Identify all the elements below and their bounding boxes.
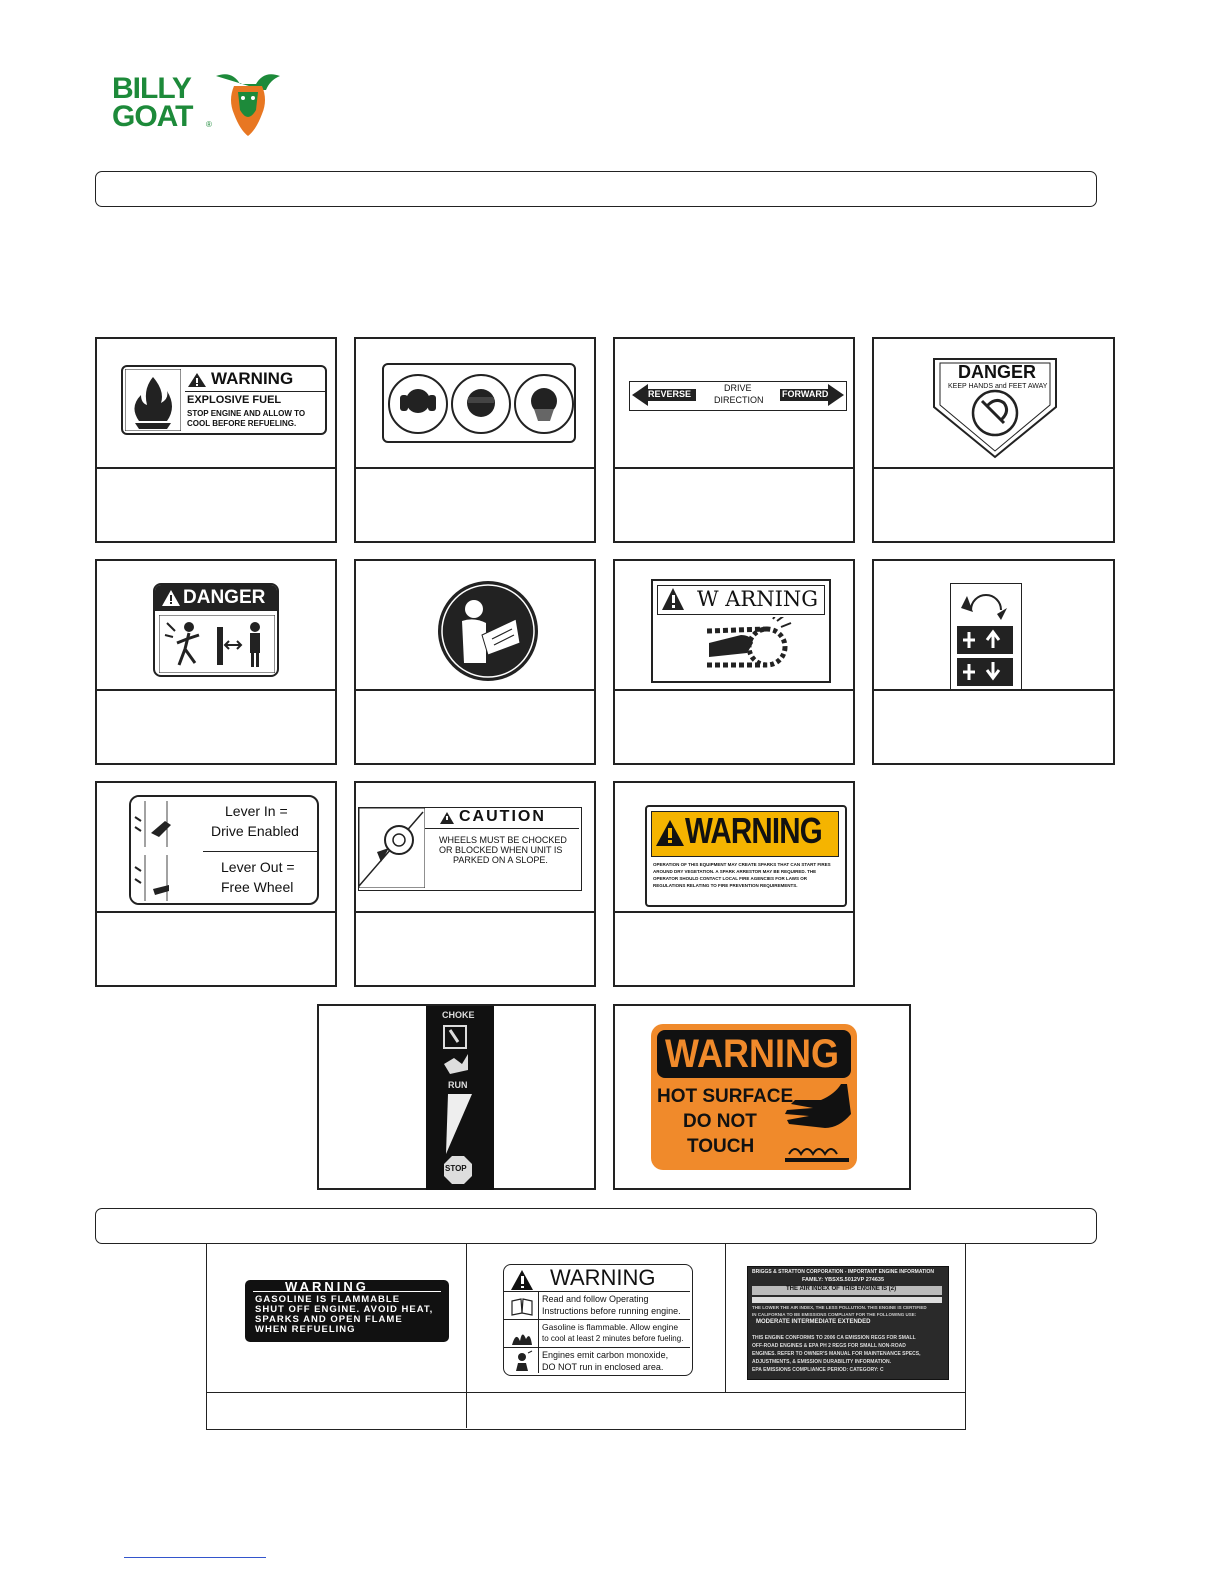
decal-line: DO NOT run in enclosed area. [542, 1362, 664, 1372]
ppe-icons [388, 371, 574, 437]
danger-thrown-objects-decal [153, 583, 279, 677]
decal-line: DO NOT [683, 1111, 757, 1132]
decal-image-area [874, 561, 1113, 691]
decal-image-area [97, 339, 335, 469]
gasoline-warning-decal [245, 1280, 449, 1342]
operating-warning-decal [503, 1264, 693, 1376]
decal-heading: WARNING [550, 1265, 656, 1290]
engine-warning-icons [510, 1295, 534, 1371]
decal-heading: DANGER [958, 362, 1037, 382]
drive-direction-decal [629, 381, 847, 411]
warning-triangle-icon [161, 589, 181, 607]
decal-image-area [615, 783, 853, 913]
decal-line: TOUCH [687, 1136, 755, 1157]
decal-heading: DANGER [183, 587, 266, 608]
decal-body: OPERATION OF THIS EQUIPMENT MAY CREATE SPARKS THAT CAN START FIRES AROUND DRY VEGETATION. A SPARK ARRESTOR MAY BE REQUIRED. THE OPERATOR SHOULD CONTACT LOCAL FIRE AGENCIES FOR LAWS OR REGULATIONS RELATING TO FIRE PREVENTION REQUIREMENTS. [653, 862, 831, 888]
decal-image-area [874, 339, 1113, 469]
decal-line: THE LOWER THE AIR INDEX, THE LESS POLLUTION. THIS ENGINE IS CERTIFIED [752, 1305, 927, 1310]
spark-warning-decal [645, 805, 847, 907]
flame-icon [125, 369, 181, 431]
warning-triangle-icon [439, 811, 455, 825]
decal-cell-drive-direction [613, 337, 855, 543]
section-header-bar [95, 1208, 1097, 1244]
decal-line: HOT SURFACE [657, 1086, 794, 1107]
decal-image-area [356, 561, 594, 691]
decal-line: ENGINES. REFER TO OWNER'S MANUAL FOR MAINTENANCE SPECS, [752, 1351, 921, 1357]
lift-control-decal [950, 583, 1022, 691]
goat-head-icon [212, 70, 284, 140]
emission-label-decal [747, 1266, 949, 1380]
throttle-wedge-icon [442, 1092, 478, 1156]
lever-out-line1: Lever Out = [221, 859, 295, 875]
decal-cell-keep-hands [872, 337, 1115, 543]
decal-image-area [356, 339, 594, 469]
decal-line: to cool at least 2 minutes before fueling. [542, 1334, 684, 1343]
wheel-chock-icon [359, 808, 425, 888]
decal-line: GASOLINE IS FLAMMABLE [255, 1294, 401, 1305]
warning-triangle-icon [661, 587, 685, 611]
decal-line: EPA EMISSIONS COMPLIANCE PERIOD: CATEGORY: C [752, 1367, 884, 1373]
decal-line: WHEN REFUELING [255, 1324, 356, 1335]
decal-heading: WARNING [211, 369, 294, 388]
decal-line: Gasoline is flammable. Allow engine [542, 1322, 679, 1332]
decal-cell-spark-warning [613, 781, 855, 987]
decal-line: FAMILY: YBSXS.5012VP 274635 [802, 1277, 885, 1283]
decal-line: PARKED ON A SLOPE. [453, 855, 548, 865]
decal-image-area [97, 561, 335, 691]
decal-heading: WARNING [665, 1032, 839, 1076]
lever-position-icons [131, 797, 203, 903]
registered-mark: ® [206, 120, 212, 129]
decal-image-area [356, 783, 594, 913]
decal-line: COOL BEFORE REFUELING. [187, 419, 297, 428]
decal-line: SPARKS AND OPEN FLAME [255, 1314, 403, 1325]
decal-line: MODERATE INTERMEDIATE EXTENDED [756, 1319, 871, 1325]
decal-cell-throttle [317, 1004, 596, 1190]
logo-line1: BILLY [112, 72, 191, 105]
lever-in-line2: Drive Enabled [211, 823, 299, 839]
decal-cell-read-manual [354, 559, 596, 765]
explosive-fuel-decal [121, 365, 327, 435]
decal-cell-ppe [354, 337, 596, 543]
decal-heading: WARNING [685, 810, 822, 851]
forward-label: FORWARD [782, 389, 829, 399]
billy-goat-logo [112, 70, 292, 142]
lever-decal [129, 795, 319, 905]
decal-heading: CAUTION [459, 808, 546, 825]
decal-cell-caution-wheels [354, 781, 596, 987]
engine-decal-table [206, 1244, 966, 1430]
decal-heading: W ARNING [697, 587, 819, 611]
chain-entanglement-icon [707, 617, 807, 673]
decal-cell-hot-surface [613, 1004, 911, 1190]
decal-line: Engines emit carbon monoxide, [542, 1350, 669, 1360]
caution-wheels-decal [358, 807, 582, 891]
lever-in-line1: Lever In = [225, 803, 288, 819]
read-manual-icon [436, 579, 540, 683]
decal-line: Instructions before running engine. [542, 1306, 681, 1316]
chain-warning-decal [651, 579, 831, 683]
decal-line: OFF-ROAD ENGINES & EPA PH 2 REGS FOR SMALL NON-ROAD [752, 1343, 906, 1349]
decal-heading: WARNING [285, 1279, 369, 1294]
throttle-decal [426, 1006, 494, 1190]
warning-triangle-icon [510, 1269, 534, 1291]
hot-surface-decal [651, 1024, 857, 1170]
warning-triangle-icon [187, 372, 207, 388]
decal-cell-lever [95, 781, 337, 987]
reverse-label: REVERSE [648, 389, 692, 399]
thrown-objects-icon [159, 615, 275, 673]
decal-image-area [615, 339, 853, 469]
decal-subheading: KEEP HANDS and FEET AWAY [948, 383, 1048, 390]
decal-line: STOP ENGINE AND ALLOW TO [187, 409, 306, 418]
decal-line: Read and follow Operating [542, 1294, 649, 1304]
run-label: RUN [448, 1080, 468, 1090]
ppe-decal [382, 363, 576, 443]
decal-line: WHEELS MUST BE CHOCKED [439, 835, 567, 845]
lever-out-line2: Free Wheel [221, 879, 294, 895]
decal-image-area [615, 561, 853, 691]
decal-cell-lift-control [872, 559, 1115, 765]
decal-cell-explosive-fuel [95, 337, 337, 543]
decal-line: SHUT OFF ENGINE. AVOID HEAT, [255, 1304, 434, 1315]
decal-line: EXPLOSIVE FUEL [187, 394, 282, 406]
warning-triangle-icon [655, 819, 685, 847]
decal-line: THIS ENGINE CONFORMS TO 2006 CA EMISSION REGS FOR SMALL [752, 1335, 916, 1341]
decal-line: ADJUSTMENTS, & EMISSION DURABILITY INFORMATION. [752, 1359, 891, 1365]
decal-line: BRIGGS & STRATTON CORPORATION - IMPORTANT ENGINE INFORMATION [752, 1269, 935, 1275]
decal-cell-danger-thrown [95, 559, 337, 765]
logo-line2: GOAT [112, 100, 193, 133]
decal-image-area [97, 783, 335, 913]
stop-label: STOP [445, 1164, 467, 1173]
hand-heat-icon [779, 1084, 855, 1166]
direction-label: DIRECTION [714, 395, 764, 405]
lift-arrows-icon [953, 586, 1019, 688]
decal-cell-chain-warning [613, 559, 855, 765]
choke-icon [440, 1024, 476, 1080]
footer-link-underline[interactable] [124, 1557, 266, 1558]
decal-line: IN CALIFORNIA TO BE EMISSIONS COMPLIANT FOR THE FOLLOWING USE: [752, 1312, 917, 1317]
choke-label: CHOKE [442, 1010, 475, 1020]
decal-line: OR BLOCKED WHEN UNIT IS [439, 845, 563, 855]
section-header-bar [95, 171, 1097, 207]
drive-label: DRIVE [724, 383, 752, 393]
decal-line: THE AIR INDEX OF THIS ENGINE IS (2) [786, 1286, 897, 1292]
